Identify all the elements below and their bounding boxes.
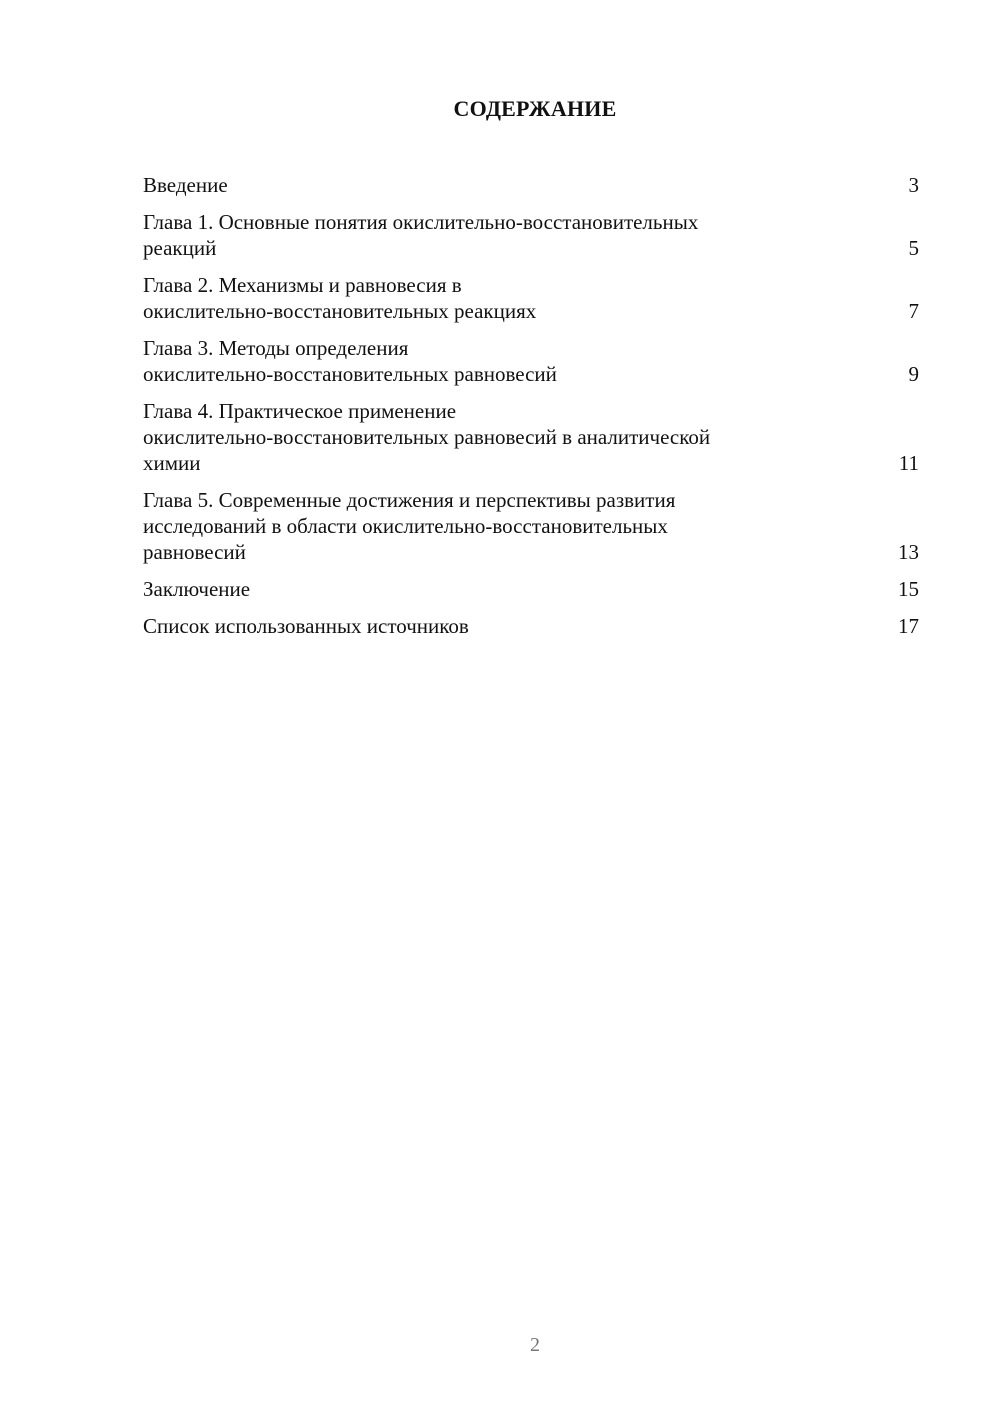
toc-entry-page: 17 xyxy=(898,614,919,638)
toc-entry-text: Глава 3. Методы определения окислительно-восстановительных равновесий xyxy=(143,336,557,386)
toc-entry-page: 5 xyxy=(908,236,919,260)
toc-entry-page: 9 xyxy=(908,362,919,386)
toc-entry-text: Глава 2. Механизмы и равновесия в окислительно-восстановительных реакциях xyxy=(143,273,537,323)
toc-entry-text: Введение xyxy=(143,173,228,197)
toc-entry-text: Список использованных источников xyxy=(143,614,469,638)
toc-entry-chapter-2 xyxy=(143,272,919,324)
toc-entry-text: Заключение xyxy=(143,577,251,601)
page-title: СОДЕРЖАНИЕ xyxy=(453,96,617,121)
table-of-contents xyxy=(143,172,919,650)
toc-entry-page: 3 xyxy=(908,173,919,197)
toc-entry-page: 15 xyxy=(898,577,919,601)
toc-entry-introduction xyxy=(143,172,919,198)
toc-entry-chapter-3 xyxy=(143,335,919,387)
toc-entry-chapter-4 xyxy=(143,398,919,476)
toc-entry-chapter-1 xyxy=(143,209,919,261)
toc-entry-chapter-5 xyxy=(143,487,919,565)
toc-entry-text: Глава 1. Основные понятия окислительно-восстановительных реакций xyxy=(143,210,699,260)
toc-entry-page: 13 xyxy=(898,540,919,564)
toc-entry-page: 11 xyxy=(898,451,919,475)
toc-entry-text: Глава 5. Современные достижения и перспективы развития исследований в области окислительно-восстановительных равновесий xyxy=(143,488,676,564)
page-number: 2 xyxy=(530,1334,540,1356)
toc-entry-text: Глава 4. Практическое применение окислительно-восстановительных равновесий в аналитической химии xyxy=(143,399,711,475)
toc-entry-page: 7 xyxy=(908,299,919,323)
toc-entry-conclusion xyxy=(143,576,919,602)
toc-entry-references xyxy=(143,613,919,639)
